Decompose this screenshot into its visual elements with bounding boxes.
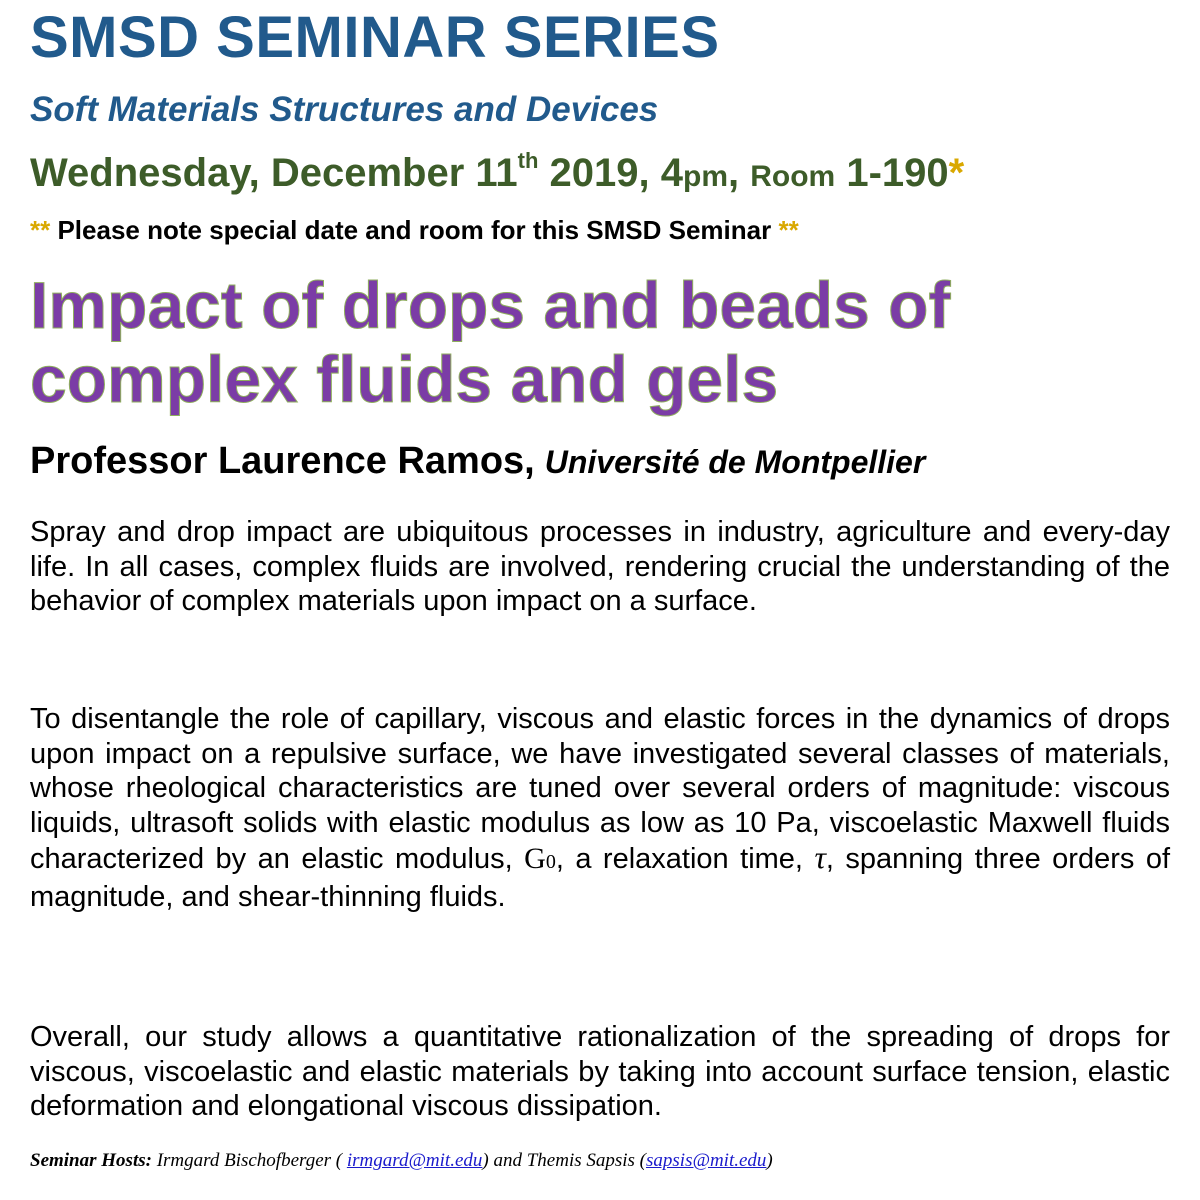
host1-name: Irmgard Bischofberger ( [151,1150,347,1171]
hosts-connector: ) and Themis Sapsis ( [482,1150,647,1171]
special-note [30,212,799,248]
event-year: 2019, 4 [538,151,683,195]
hosts-closing: ) [766,1150,773,1171]
abstract-p2-text-b: , a relaxation time, [555,843,815,876]
abstract-paragraph-1: Spray and drop impact are ubiquitous processes in industry, agriculture and every-day life. In all cases, complex fluids are involved, rendering crucial the understanding of the behavior of complex materials upon impact on a surface. [30,516,1170,618]
speaker-name: Professor Laurence Ramos, [30,440,535,482]
event-room-number: 1-190 [835,151,949,195]
talk-title [30,268,1180,416]
abstract-p2-text-a: To disentangle the role of capillary, viscous and elastic forces in the dynamics of drops upon impact on a repulsive surface, we have investigated several classes of materials, whose rheological characteristics are tuned over several orders of magnitude: viscous liquids, ultrasoft solids with elastic modulus as low as 10 Pa, viscoelastic Maxwell fluids characterized by an elastic modulus, [30,703,1170,876]
symbol-g-subscript: 0 [545,851,556,874]
talk-title-line-1: Impact of drops and beads of [30,268,951,342]
host1-email-link[interactable]: irmgard@mit.edu [346,1150,483,1171]
speaker-line [30,440,925,483]
hosts-label: Seminar Hosts: [30,1150,152,1171]
talk-title-line-2: complex fluids and gels [30,342,779,416]
event-room-sep: , [728,151,751,195]
event-date-line [30,148,964,202]
abstract-paragraph-3: Overall, our study allows a quantitative rationalization of the spreading of drops for viscous, viscoelastic and elastic materials by taking into account surface tension, elastic deformation and elongational viscous dissipation. [30,1021,1170,1123]
symbol-g: G [524,842,546,876]
seminar-hosts [30,1150,773,1172]
symbol-tau: τ [814,839,826,876]
event-time-unit: pm [683,160,728,193]
event-asterisk: * [948,151,965,195]
speaker-affiliation: Université de Montpellier [544,444,926,480]
series-subtitle: Soft Materials Structures and Devices [30,90,659,129]
note-stars-right: ** [771,215,799,245]
event-day-suffix: th [517,148,539,173]
note-text: Please note special date and room for this SMSD Seminar [57,215,772,245]
abstract-p2-text-c: , spanning three orders of magnitude, and shear-thinning fluids. [30,843,1171,913]
abstract-paragraph-2 [30,702,1170,915]
event-room-label: Room [750,160,836,193]
note-stars-left: ** [30,215,58,245]
series-title: SMSD SEMINAR SERIES [30,5,720,70]
host2-email-link[interactable]: sapsis@mit.edu [646,1150,767,1171]
event-day: Wednesday, December 11 [30,151,518,195]
